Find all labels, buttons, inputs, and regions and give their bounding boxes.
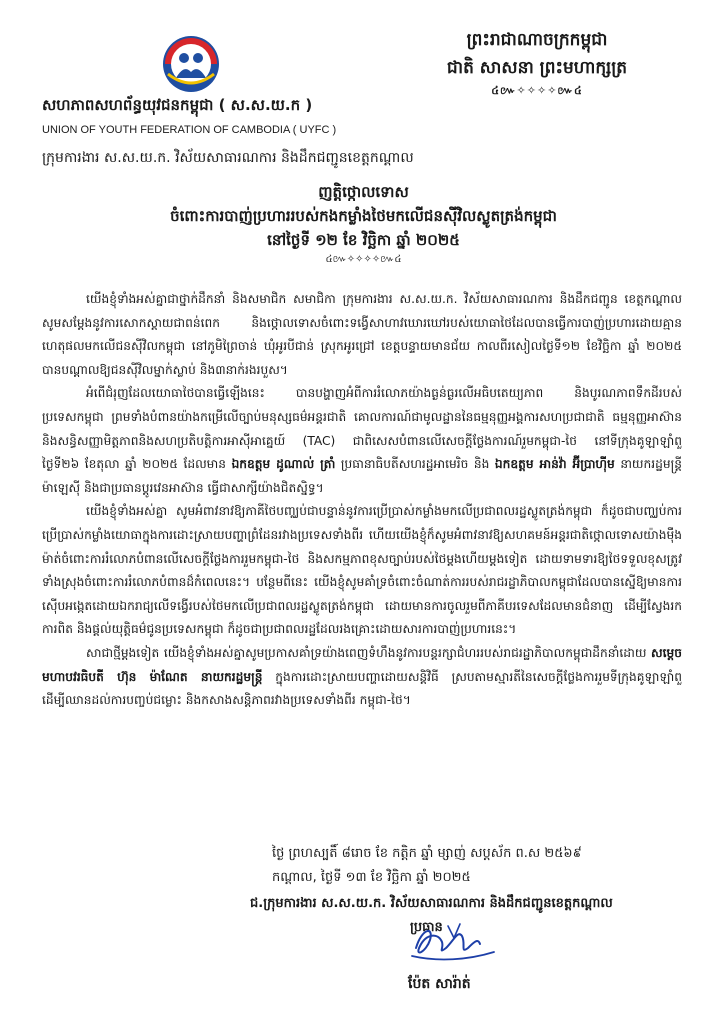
title-line-1: ញត្តិថ្កោលទោស bbox=[318, 183, 409, 201]
organization-name-khmer: សហភាពសហព័ន្ធយុវជនកម្ពុជា ( ស.ស.យ.ក ) bbox=[42, 96, 313, 114]
uyfc-logo bbox=[160, 34, 222, 94]
petition-body bbox=[42, 288, 682, 713]
kingdom-motto bbox=[387, 26, 687, 100]
paragraph-3: យើងខ្ញុំទាំងអស់គ្នា សូមអំពាវនាវឱ្យភាគីថៃបញ្ឈប់ជាបន្ទាន់នូវការប្រើប្រាស់កម្លាំងមកលើប្រជាពលរដ្ឋស្លូតត្រង់កម្ពុជា ក៏ដូចជាបញ្ឈប់ការប្រើប្រាស់កម្លាំងយោធាក្នុងការដោះស្រាយបញ្ហាព្រំដែនរវាងប្រទេសទាំងពីរ ហើយយើងខ្ញុំក៏សូមអំពាវនាវឱ្យសហគមន៍អន្តរជាតិថ្កោលទោសយ៉ាងម៉ឺងម៉ាត់ចំពោះការរំលោភបំពានលើសេចក្ដីថ្លែងការរួមកម្ពុជា-ថៃ និងសកម្មភាពខុសច្បាប់របស់ថៃម្ដងហើយម្ដងទៀត ដោយទាមទារឱ្យថៃទទួលខុសត្រូវទាំងស្រុងចំពោះការរំលោភបំពានដ៏កំពេលនេះ។ បន្ថែមពីនេះ យើងខ្ញុំសូមគាំទ្រចំពោះចំណាត់ការរបស់រាជរដ្ឋាភិបាលកម្ពុជាដែលបានស្នើឱ្យមានការស៊ើបអង្កេតដោយឯករាជ្យលើទង្វើរបស់ថៃមកលើប្រជាពលរដ្ឋស្លូតត្រង់កម្ពុជា ដោយមានការចូលរួមពីភាគីបរទេសដែលមានជំនាញ ដើម្បីស្វែងរកការពិត និងផ្ដល់យុត្តិធម៌ជូនប្រទេសកម្ពុជា ក៏ដូចជាប្រជាពលរដ្ឋដែលរងគ្រោះដោយសារការបាញ់ប្រហារនេះ។ bbox=[42, 504, 682, 637]
paragraph-2: អំពើជំរុញដែលយោធាថៃបានធ្វើឡើងនេះ បានបង្ហាញអំពីការរំលោភយ៉ាងធ្ងន់ធ្ងរលើអធិបតេយ្យភាព និងបូរណភាពទឹកដីរបស់ប្រទេសកម្ពុជា ព្រមទាំងបំពានយ៉ាងកម្រើលើច្បាប់មនុស្សធម៌អន្តរជាតិ គោលការណ៍ជាមូលដ្ឋាននៃធម្មនុញ្ញអង្គការសហប្រជាជាតិ ធម្មនុញ្ញអាស៊ាន និងសន្ធិសញ្ញាមិត្តភាពនិងសហប្រតិបត្តិការអាស៊ីអាគ្នេយ៍ (TAC) ជាពិសេសបំពានលើសេចក្ដីថ្លែងការណ៍រួមកម្ពុជា-ថៃ នៅទីក្រុងគូឡាឡាំពួ ថ្ងៃទី២៦ ខែតុលា ឆ្នាំ ២០២៥ ដែលមាន ឯកឧត្តម ដូណាល់ ត្រាំ ប្រធានាធិបតីសហរដ្ឋអាមេរិច និង ឯកឧត្តម អាន់វ៉ា អ៊ីប្រាហ៊ីម នាយករដ្ឋមន្ត្រីម៉ាឡេស៊ី និងជាប្រធានប្ដូរវេនអាស៊ាន ធ្វើជាសាក្សីយ៉ាងជិតស្និទ្ធ។ bbox=[42, 386, 682, 495]
title-ornament: ៤៚✧✧✧✧៚៤ bbox=[325, 254, 402, 265]
branch-name: ក្រុមការងារ ស.ស.យ.ក. វិស័យសាធារណការ និងដឹកជញ្ជូនខេត្តកណ្ដាល bbox=[42, 150, 414, 166]
signer-name: ប៉ែត សារ៉ាត់ bbox=[408, 976, 471, 992]
paragraph-4: សាជាថ្មីម្ដងទៀត យើងខ្ញុំទាំងអស់គ្នាសូមប្រកាសគាំទ្រយ៉ាងពេញទំហឹងនូវការបន្តរក្សាជំហររបស់រាជរដ្ឋាភិបាលកម្ពុជាដឹកនាំដោយ សម្ដេចមហាបវរធិបតី ហ៊ុន ម៉ាណែត នាយករដ្ឋមន្ត្រី ក្នុងការដោះស្រាយបញ្ហាដោយសន្តិវិធី ស្របតាមស្មារតីនៃសេចក្ដីថ្លែងការរួមទីក្រុងគូឡាឡាំពួ ដើម្បីឈានដល់ការបញ្ចប់ជម្លោះ និងកសាងសន្តិភាពរវាងប្រទេសទាំងពីរ កម្ពុជា-ថៃ។ bbox=[42, 645, 683, 708]
date-block bbox=[250, 842, 670, 890]
bold-name-1: ឯកឧត្តម ដូណាល់ ត្រាំ bbox=[231, 457, 336, 472]
solar-date: កណ្ដាល, ថ្ងៃទី ១៣ ខែ វិច្ឆិកា ឆ្នាំ ២០២៥ bbox=[272, 870, 471, 885]
bold-name-2: ឯកឧត្តម អាន់វ៉ា អ៊ីប្រាហ៊ីម bbox=[494, 457, 615, 472]
title-line-3: នៅថ្ងៃទី ១២ ខែ វិច្ឆិកា ឆ្នាំ ២០២៥ bbox=[267, 231, 460, 249]
bold-name-3: សម្ដេចមហាបវរធិបតី ហ៊ុន ម៉ាណែត នាយករដ្ឋមន្ត្រី bbox=[42, 645, 682, 684]
paragraph-1: យើងខ្ញុំទាំងអស់គ្នាជាថ្នាក់ដឹកនាំ និងសមាជិក សមាជិកា ក្រុមការងារ ស.ស.យ.ក. វិស័យសាធារណការ និងដឹកជញ្ជូន ខេត្តកណ្ដាល សូមសម្ដែងនូវការសោកស្ដាយជាពន់ពេក និងថ្កោលទោសចំពោះទង្វើសាហាវឃោរឃៅរបស់យោធាថៃដែលបានធ្វើការបាញ់ប្រហារដោយគ្មានហេតុផលមកលើជនស៊ីវិលកម្ពុជា នៅភូមិព្រៃចាន់ ឃុំអូរបីជាន់ ស្រុកអូរជ្រៅ ខេត្តបន្ទាយមានជ័យ កាលពីរសៀលថ្ងៃទី១២ ខែវិច្ឆិកា ឆ្នាំ ២០២៥ បានបណ្ដាលឱ្យជនស៊ីវិលម្នាក់ស្លាប់ និង៣នាក់រងរបួស។ bbox=[42, 292, 682, 377]
kingdom-name: ព្រះរាជាណាចក្រកម្ពុជា bbox=[466, 30, 608, 50]
organization-name-english: UNION OF YOUTH FEDERATION OF CAMBODIA ( UYFC ) bbox=[42, 124, 337, 136]
lunar-date: ថ្ងៃ ព្រហស្បតិ៍ ៨រោច ខែ កត្តិក ឆ្នាំ ម្សាញ់ សប្តស័ក ព.ស ២៥៦៩ bbox=[272, 846, 582, 861]
on-behalf-of: ជ.ក្រុមការងារ ស.ស.យ.ក. វិស័យសាធារណការ និងដឹកជញ្ជូនខេត្តកណ្ដាល bbox=[250, 896, 613, 911]
header-ornament: ៤៚✧✧✧✧៚៤ bbox=[491, 84, 583, 97]
handwritten-signature bbox=[408, 918, 498, 968]
petition-title bbox=[40, 180, 687, 268]
title-line-2: ចំពោះការបាញ់ប្រហាររបស់កងកម្លាំងថៃមកលើជនស៊ីវិលស្លូតត្រង់កម្ពុជា bbox=[170, 207, 557, 225]
signer-position: ប្រធាន bbox=[410, 920, 443, 935]
national-motto: ជាតិ សាសនា ព្រះមហាក្សត្រ bbox=[446, 58, 628, 78]
